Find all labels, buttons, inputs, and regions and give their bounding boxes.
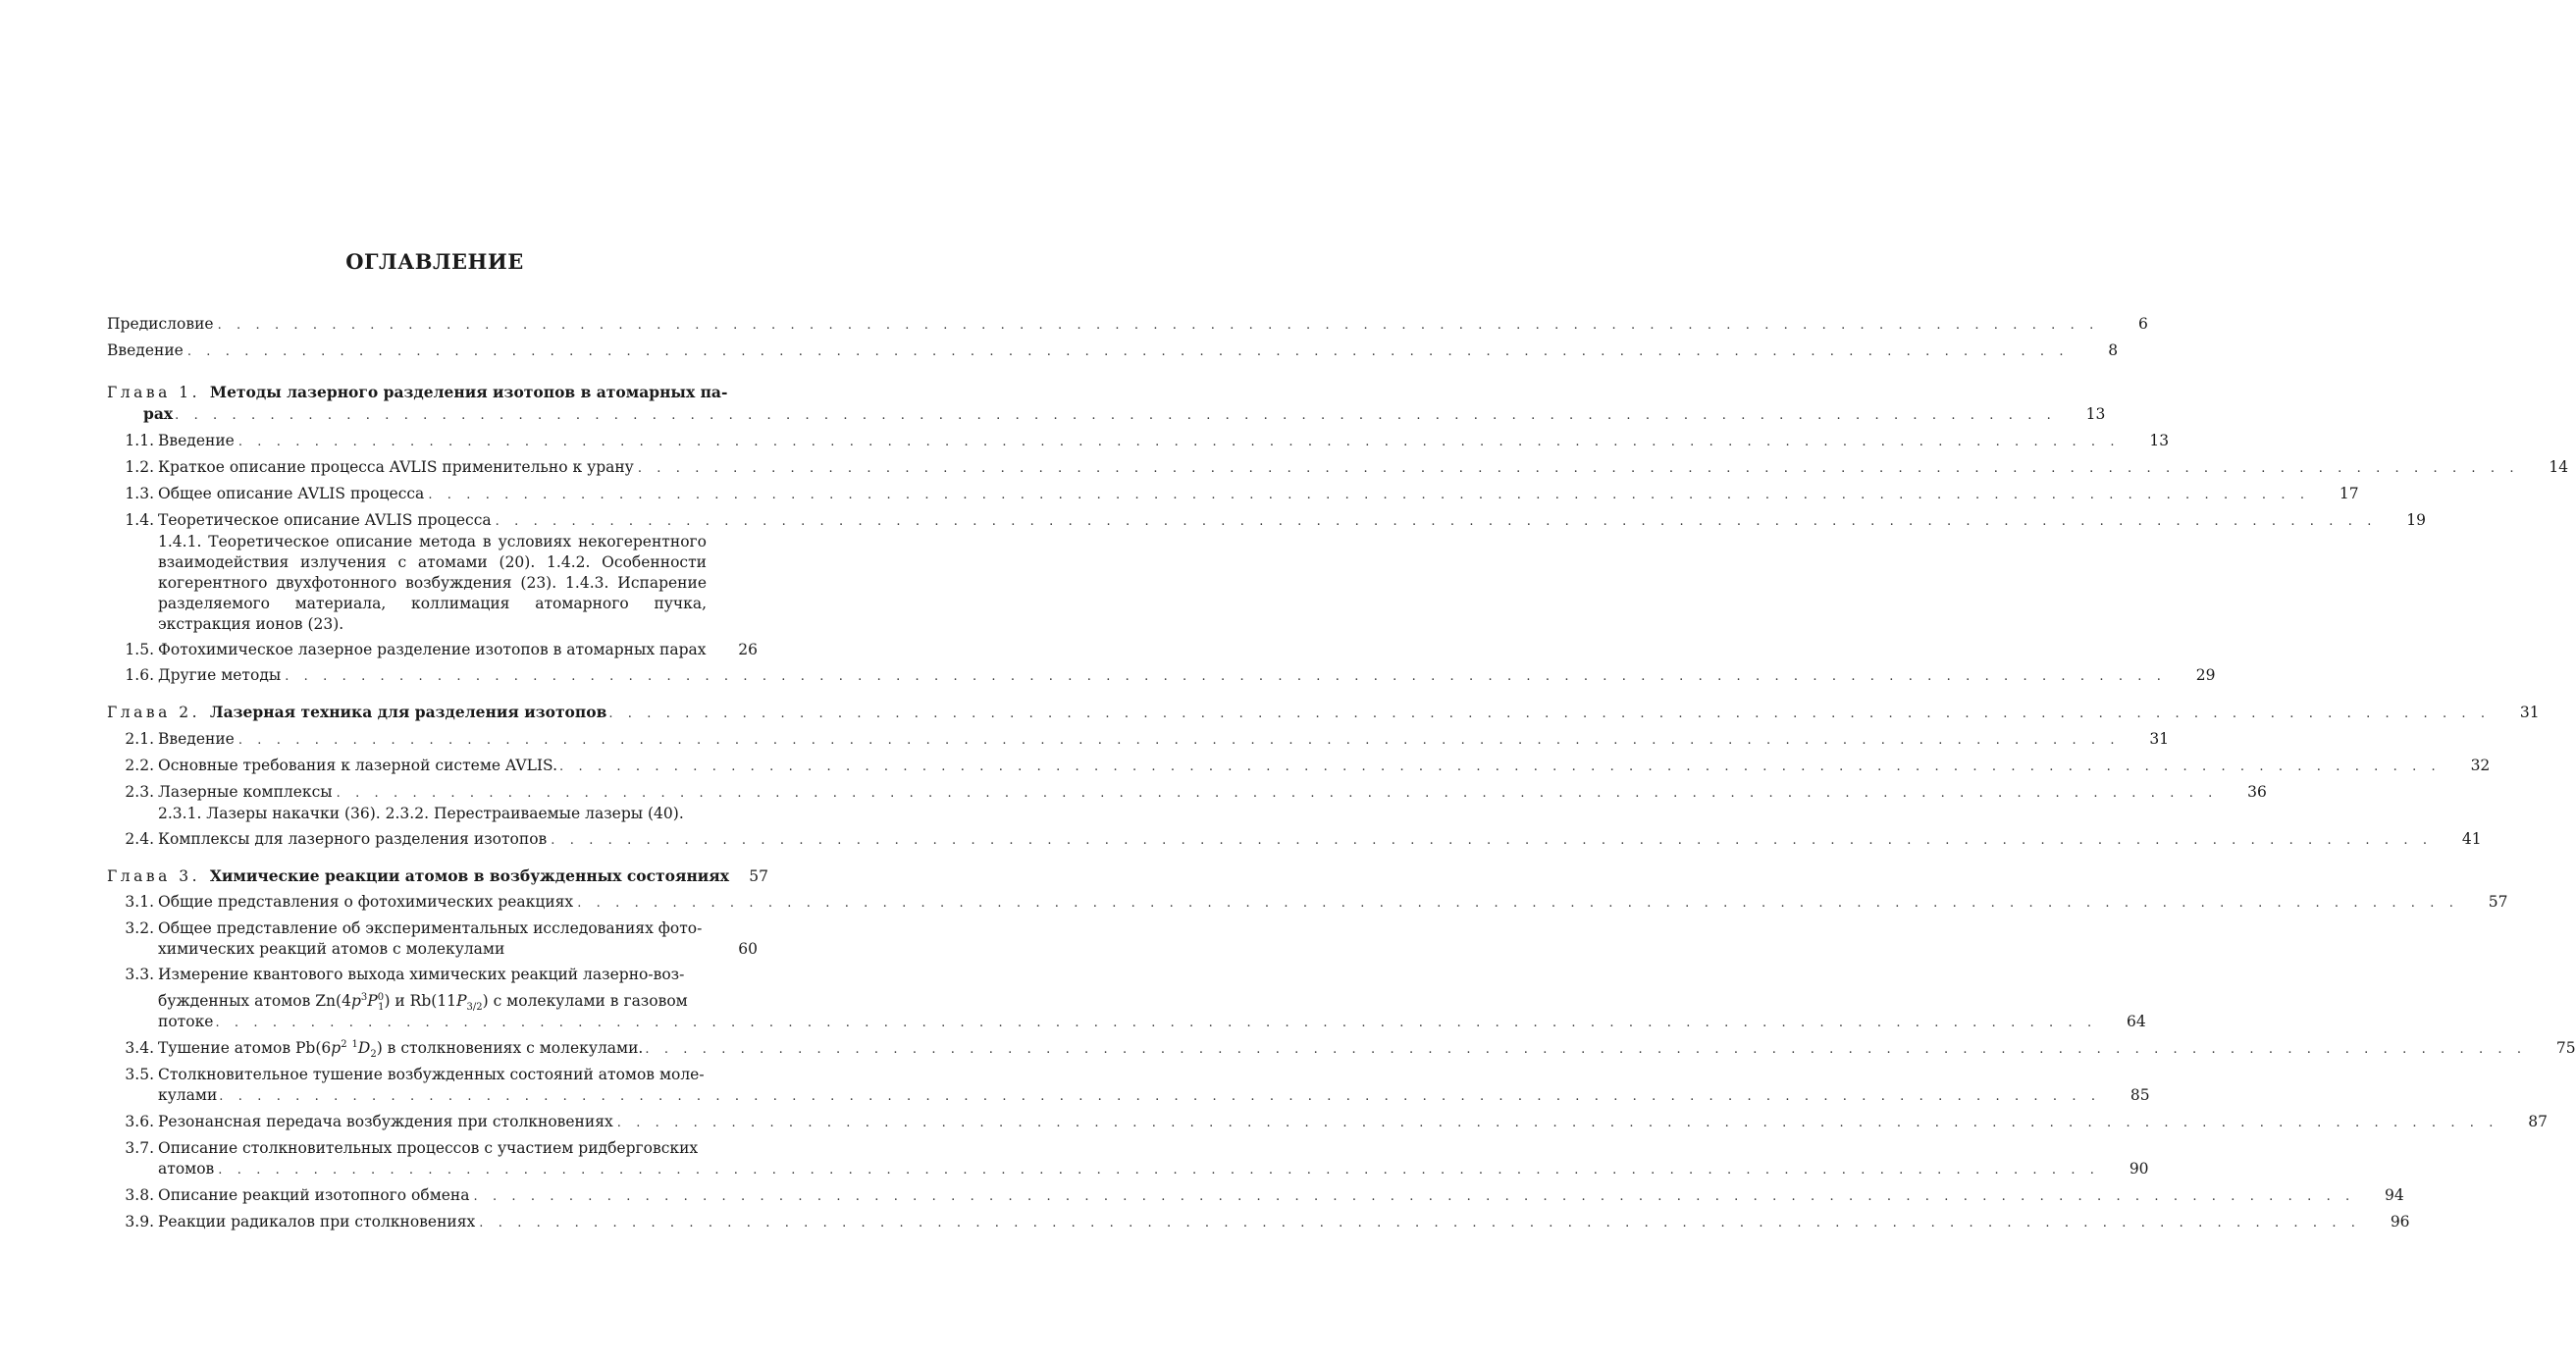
page-number: 57 — [2488, 893, 2508, 911]
dot-leader — [285, 666, 2166, 687]
section-title: Общее описание AVLIS процесса — [158, 485, 425, 502]
section-title: Теоретическое описание AVLIS процесса — [158, 511, 492, 529]
table-of-contents — [107, 314, 2576, 1233]
section-title: Введение — [158, 730, 235, 748]
section-number: 3.4. — [125, 1039, 154, 1057]
section-title: Тушение атомов $Pb(6p^2$ $^1D_2$) в столкновениях с молекулами. — [158, 1038, 644, 1061]
dot-leader — [608, 704, 2490, 724]
page-number: 31 — [2149, 730, 2170, 748]
section-title: Лазерные комплексы — [158, 783, 333, 801]
dot-leader — [187, 341, 2069, 362]
toc-section[interactable] — [107, 756, 2491, 777]
toc-section[interactable] — [107, 1138, 2149, 1180]
section-title: Описание реакций изотопного обмена — [158, 1186, 470, 1204]
toc-section[interactable] — [107, 431, 2170, 452]
dot-leader — [617, 1113, 2498, 1133]
page-number: 96 — [2390, 1213, 2410, 1231]
page-number: 6 — [2137, 315, 2148, 333]
dot-leader — [638, 458, 2519, 479]
dot-leader — [219, 1086, 2100, 1107]
section-title-cont: потоке — [158, 1013, 214, 1030]
dot-leader — [559, 757, 2441, 777]
dot-leader — [428, 485, 2309, 505]
section-title: Краткое описание процесса AVLIS применительно к урану — [158, 458, 634, 476]
page-number: 85 — [2129, 1086, 2150, 1104]
toc-chapter-1[interactable] — [107, 382, 2106, 426]
dot-leader — [218, 315, 2099, 336]
chapter-title: Методы лазерного разделения изотопов в атомарных па- — [209, 383, 728, 401]
chapter-title: Химические реакции атомов в возбужденных состояниях — [209, 866, 729, 885]
section-number: 2.3. — [125, 783, 154, 801]
page-number: 94 — [2385, 1186, 2404, 1204]
section-number: 1.4. — [125, 511, 154, 529]
entry-text: Предисловие — [107, 315, 214, 333]
page-number: 19 — [2406, 511, 2426, 529]
dot-leader — [337, 783, 2218, 804]
page-title: ОГЛАВЛЕНИЕ — [345, 249, 524, 274]
section-number: 1.5. — [125, 641, 154, 658]
page-number: 29 — [2195, 666, 2216, 684]
section-number: 3.5. — [125, 1066, 154, 1083]
section-title: Реакции радикалов при столкновениях — [158, 1213, 476, 1231]
section-number: 3.9. — [125, 1213, 154, 1231]
toc-section[interactable] — [107, 665, 2216, 687]
dot-leader — [215, 1013, 2096, 1033]
chapter-label: Глава 1. — [107, 384, 201, 401]
section-title: Основные требования к лазерной системе AVLIS. — [158, 757, 558, 774]
entry-text: Введение — [107, 341, 184, 359]
section-number: 2.2. — [125, 757, 154, 774]
toc-section[interactable] — [107, 640, 758, 660]
toc-section[interactable] — [107, 892, 2508, 914]
toc-section[interactable] — [107, 918, 758, 960]
page-number: 75 — [2555, 1039, 2576, 1057]
dot-leader — [551, 830, 2432, 851]
page-number: 17 — [2339, 485, 2359, 502]
section-title: Резонансная передача возбуждения при столкновениях — [158, 1113, 613, 1130]
toc-chapter-2[interactable] — [107, 702, 2540, 724]
page-number: 36 — [2247, 783, 2267, 801]
toc-section[interactable] — [107, 829, 2482, 851]
toc-section[interactable] — [107, 965, 2146, 1033]
dot-leader — [496, 511, 2377, 532]
page-number: 14 — [2549, 458, 2569, 476]
page-number: 87 — [2528, 1113, 2549, 1130]
dot-leader — [577, 893, 2458, 914]
section-number: 3.2. — [125, 919, 154, 937]
page-number: 31 — [2519, 704, 2540, 721]
section-number: 1.6. — [125, 666, 154, 684]
toc-section[interactable] — [107, 729, 2170, 751]
toc-section[interactable] — [107, 1038, 2576, 1061]
section-title-cont: химических реакций атомов с молекулами — [158, 940, 505, 958]
section-number: 2.1. — [125, 730, 154, 748]
section-number: 1.2. — [125, 458, 154, 476]
section-number: 1.1. — [125, 432, 154, 449]
section-title: Общее представление об экспериментальных исследованиях фото- — [158, 919, 703, 937]
section-title: Описание столкновительных процессов с участием ридберговских — [158, 1139, 699, 1157]
chapter-label: Глава 3. — [107, 867, 201, 885]
toc-section[interactable] — [107, 484, 2359, 505]
section-title: Комплексы для лазерного разделения изотопов — [158, 830, 548, 848]
chapter-title-cont: рах — [143, 404, 174, 423]
subsection-list: 1.4.1. Теоретическое описание метода в условиях некогерентного взаимодействия излучения с атомами (20). 1.4.2. Особенности когерентного двухфотонного возбуждения (23). 1.4.3. Испарение разделяемого материала, коллимация атомарного пучка, экстракция ионов (23). — [158, 533, 707, 633]
section-number: 3.8. — [125, 1186, 154, 1204]
section-title-cont: атомов — [158, 1160, 215, 1178]
dot-leader — [474, 1186, 2355, 1207]
section-title: Столкновительное тушение возбужденных состояний атомов моле- — [158, 1066, 705, 1083]
page-number: 64 — [2126, 1013, 2146, 1030]
section-title: Общие представления о фотохимических реакциях — [158, 893, 574, 911]
chapter-title: Лазерная техника для разделения изотопов — [209, 703, 607, 721]
dot-leader — [238, 730, 2120, 751]
section-number: 2.4. — [125, 830, 154, 848]
dot-leader — [645, 1039, 2526, 1060]
toc-section[interactable] — [107, 1065, 2150, 1107]
section-title: Фотохимическое лазерное разделение изотопов в атомарных парах — [158, 641, 707, 658]
toc-entry-introduction[interactable] — [107, 340, 2119, 362]
dot-leader — [479, 1213, 2360, 1233]
toc-section[interactable] — [107, 510, 2426, 635]
page-number: 13 — [2149, 432, 2170, 449]
page-number: 13 — [2085, 405, 2106, 423]
page-number: 90 — [2129, 1160, 2149, 1178]
page-number: 26 — [738, 641, 758, 658]
page-number: 8 — [2108, 341, 2119, 359]
page-number: 60 — [738, 940, 758, 958]
dot-leader — [238, 432, 2120, 452]
section-title: Измерение квантового выхода химических реакций лазерно-воз- — [158, 966, 685, 983]
section-title-cont: бужденных атомов $Zn(4p^3P^0_1)$ и $Rb(11P_{3/2})$ с молекулами в газовом — [158, 991, 688, 1014]
toc-section[interactable] — [107, 1112, 2549, 1133]
section-number: 1.3. — [125, 485, 154, 502]
toc-section[interactable] — [107, 782, 2267, 824]
dot-leader — [218, 1160, 2099, 1180]
toc-section[interactable] — [107, 1212, 2410, 1233]
toc-entry-preface[interactable] — [107, 314, 2148, 336]
toc-section[interactable] — [107, 457, 2569, 479]
page-number: 32 — [2470, 757, 2491, 774]
section-number: 3.7. — [125, 1139, 154, 1157]
section-number: 3.1. — [125, 893, 154, 911]
toc-section[interactable] — [107, 1185, 2404, 1207]
section-title: Другие методы — [158, 666, 282, 684]
dot-leader — [175, 405, 2056, 426]
section-number: 3.6. — [125, 1113, 154, 1130]
subsection-list: 2.3.1. Лазеры накачки (36). 2.3.2. Перестраиваемые лазеры (40). — [158, 805, 684, 822]
section-title: Введение — [158, 432, 235, 449]
page-number: 41 — [2461, 830, 2482, 848]
chapter-label: Глава 2. — [107, 704, 201, 721]
section-title-cont: кулами — [158, 1086, 218, 1104]
page-number: 57 — [749, 867, 768, 885]
section-number: 3.3. — [125, 966, 154, 983]
toc-chapter-3[interactable] — [107, 865, 768, 887]
